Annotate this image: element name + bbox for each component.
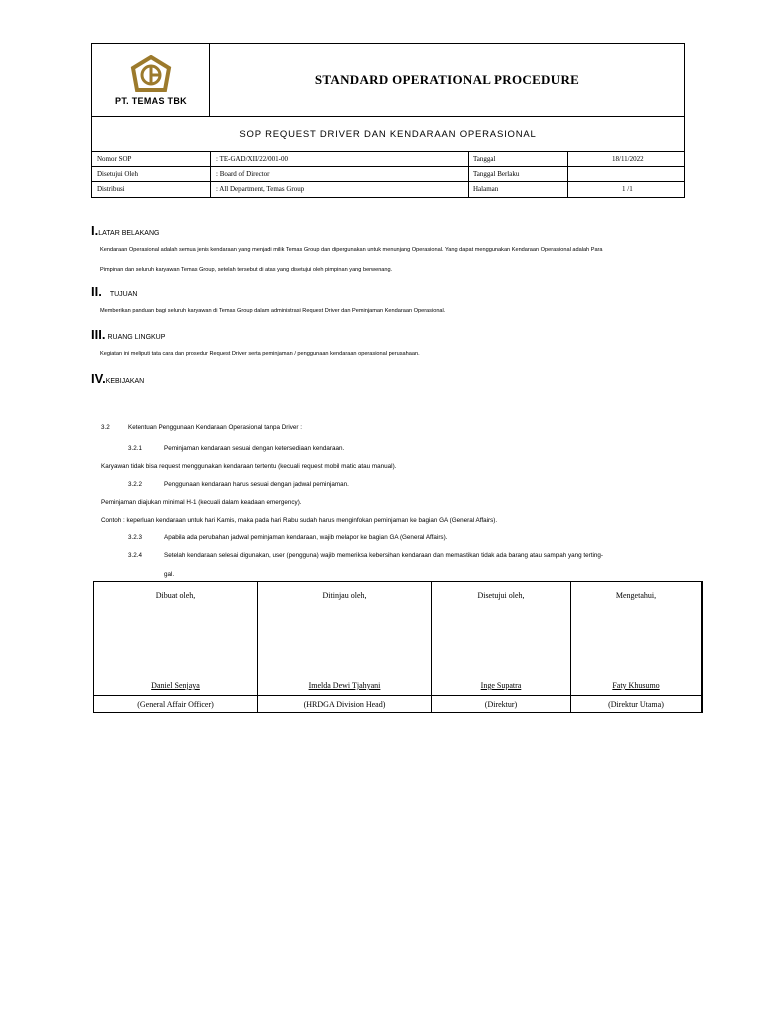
document-subtitle: SOP REQUEST DRIVER DAN KENDARAAN OPERASIONAL: [92, 116, 684, 151]
signature-heading: Dibuat oleh,: [155, 591, 196, 600]
meta-row: [92, 181, 684, 197]
signature-column: [432, 582, 571, 712]
meta-row: [92, 151, 684, 167]
meta-value: : TE-GAD/XII/22/001-00: [216, 155, 288, 163]
policy-item-number: 3.2.1: [128, 445, 143, 452]
section-paragraph: Memberikan panduan bagi seluruh karyawan di Temas Group dalam administrasi Request Driver dan Peminjaman Kendaraan Operasional.: [100, 308, 446, 314]
section-paragraph: Kendaraan Operasional adalah semua jenis kendaraan yang menjadi milik Temas Group dan dipergunakan untuk menunjang Operasional. Yang dapat menggunakan Kendaraan Operasional adalah Para: [100, 247, 603, 253]
meta-value-2: 18/11/2022: [612, 155, 644, 163]
sop-header: [91, 43, 685, 198]
section-title: KEBIJAKAN: [105, 378, 145, 385]
policy-item-text: Peminjaman kendaraan sesuai dengan ketersediaan kendaraan.: [164, 445, 345, 452]
policy-heading-number: 3.2: [101, 424, 110, 431]
signature-table: [93, 581, 703, 713]
policy-heading: Ketentuan Penggunaan Kendaraan Operasional tanpa Driver :: [128, 424, 302, 431]
section-number: I.: [91, 223, 99, 238]
section-title: LATAR BELAKANG: [98, 230, 160, 237]
logo-cell: [92, 44, 210, 116]
policy-item-number: 3.2.3: [128, 534, 143, 541]
policy-item-text: Contoh : keperluan kendaraan untuk hari Kamis, maka pada hari Rabu sudah harus menginfokan peminjaman ke bagian GA (General Affairs).: [101, 517, 498, 524]
company-name: PT. TEMAS TBK: [115, 96, 187, 106]
signature-heading: Disetujui oleh,: [477, 591, 525, 600]
meta-value: : All Department, Temas Group: [216, 185, 305, 193]
signature-heading: Ditinjau oleh,: [322, 591, 367, 600]
section-kebijakan: [91, 370, 144, 388]
policy-item-text: gal.: [164, 571, 175, 578]
section-title: TUJUAN: [109, 291, 138, 298]
signatory-name: Daniel Senjaya: [151, 681, 200, 690]
section-paragraph: Kegiatan ini meliputi tata cara dan prosedur Request Driver serta peminjaman / penggunaan kendaraan operasional perusahaan.: [100, 351, 420, 357]
meta-row: [92, 166, 684, 182]
meta-label: Nomor SOP: [97, 155, 132, 163]
policy-item-number: 3.2.2: [128, 481, 143, 488]
meta-label-2: Tanggal: [473, 155, 496, 163]
section-ruang-lingkup: [91, 326, 165, 344]
section-number: III.: [91, 327, 106, 342]
meta-label: Disetujui Oleh: [97, 170, 139, 178]
policy-item-text: Karyawan tidak bisa request menggunakan kendaraan tertentu (kecuali request mobil matic atau manual).: [101, 463, 397, 470]
meta-label-2: Tanggal Berlaku: [473, 170, 520, 178]
meta-divider: [567, 151, 568, 197]
signature-column: [571, 582, 702, 712]
policy-item-text: Setelah kendaraan selesai digunakan, user (pengguna) wajib memeriksa kebersihan kendaraan dan memastikan tidak ada barang atau sampah yang terting-: [164, 552, 603, 559]
section-title: RUANG LINGKUP: [107, 334, 166, 341]
policy-item-text: Apabila ada perubahan jadwal peminjaman kendaraan, wajib melapor ke bagian GA (General Affairs).: [164, 534, 448, 541]
section-latar-belakang: [91, 222, 159, 240]
section-paragraph: Pimpinan dan seluruh karyawan Temas Group, setelah tersebut di atas yang disetujui oleh pimpinan yang berwenang.: [100, 267, 393, 273]
document-title: STANDARD OPERATIONAL PROCEDURE: [314, 72, 580, 87]
signatory-role: (Direktur): [484, 700, 518, 709]
signatory-name: Faty Khusumo: [612, 681, 660, 690]
company-logo: [129, 55, 173, 93]
signature-heading: Mengetahui,: [615, 591, 657, 600]
section-number: II.: [91, 284, 102, 299]
signature-column: [258, 582, 432, 712]
section-number: IV.: [91, 371, 106, 386]
signatory-role: (HRDGA Division Head): [303, 700, 386, 709]
meta-divider: [210, 151, 211, 197]
meta-label-2: Halaman: [473, 185, 499, 193]
signatory-name: Inge Supatra: [480, 681, 522, 690]
section-tujuan: [91, 283, 137, 301]
policy-item-number: 3.2.4: [128, 552, 143, 559]
meta-value: : Board of Director: [216, 170, 270, 178]
policy-item-text: Peminjaman diajukan minimal H-1 (kecuali dalam keadaan emergency).: [101, 499, 302, 506]
meta-divider: [468, 151, 469, 197]
signature-divider: [94, 695, 702, 696]
meta-value-2: 1 /1: [622, 185, 633, 193]
signatory-role: (General Affair Officer): [137, 700, 214, 709]
meta-label: Distribusi: [97, 185, 125, 193]
signatory-role: (Direktur Utama): [608, 700, 664, 709]
policy-item-text: Penggunaan kendaraan harus sesuai dengan jadwal peminjaman.: [164, 481, 349, 488]
signature-column: [94, 582, 258, 712]
signatory-name: Imelda Dewi Tjahyani: [308, 681, 381, 690]
